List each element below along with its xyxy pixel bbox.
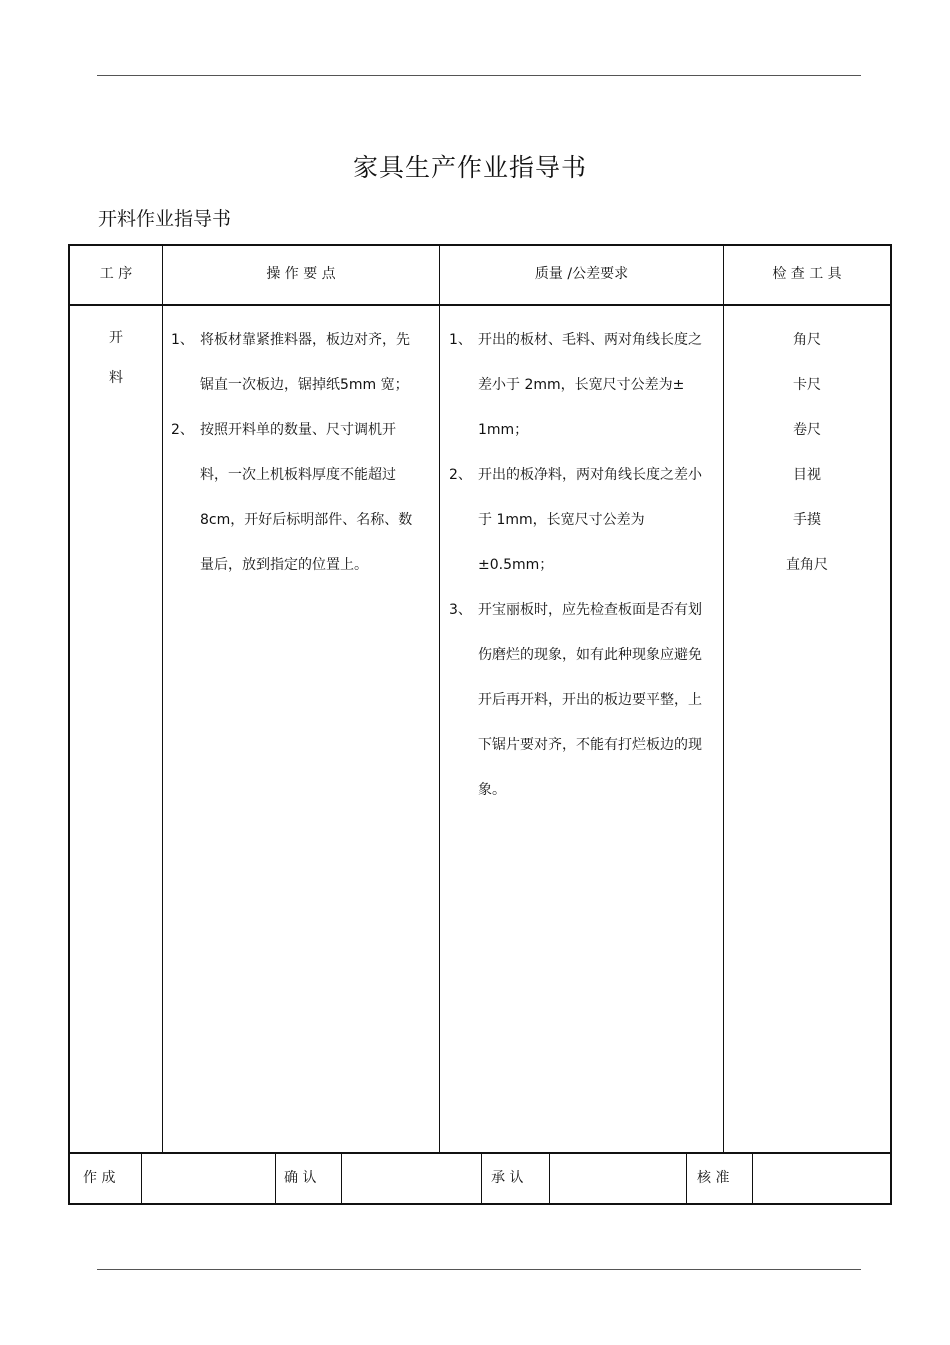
item-number: 3、 bbox=[449, 602, 472, 618]
quality-requirement-item bbox=[449, 453, 710, 588]
item-number: 1、 bbox=[171, 332, 194, 348]
header-operation-points: 操 作 要 点 bbox=[266, 266, 336, 282]
item-number: 2、 bbox=[171, 422, 194, 438]
header-process: 工 序 bbox=[99, 266, 133, 282]
footer-divider-3 bbox=[341, 1153, 342, 1203]
footer-divider-7 bbox=[752, 1153, 753, 1203]
tool-item: 卷尺 bbox=[793, 422, 821, 438]
tool-item: 卡尺 bbox=[793, 377, 821, 393]
footer-author-field[interactable] bbox=[145, 1153, 275, 1203]
footer-divider-5 bbox=[549, 1153, 550, 1203]
header-divider bbox=[70, 304, 890, 306]
process-char: 开 bbox=[109, 330, 123, 346]
footer-verify-label: 核 准 bbox=[697, 1170, 730, 1186]
footer-approve-field[interactable] bbox=[553, 1153, 686, 1203]
process-char: 料 bbox=[109, 370, 123, 386]
header-quality-requirements: 质量 /公差要求 bbox=[534, 266, 629, 282]
footer-divider-4 bbox=[481, 1153, 482, 1203]
footer-divider-6 bbox=[686, 1153, 687, 1203]
quality-requirements-list bbox=[449, 318, 710, 813]
footer-divider-1 bbox=[141, 1153, 142, 1203]
inspection-tools-cell bbox=[724, 318, 890, 588]
item-text: 开出的板材、毛料、两对角线长度之差小于 2mm，长宽尺寸公差为± 1mm； bbox=[478, 332, 702, 438]
tool-item: 手摸 bbox=[793, 512, 821, 528]
header-inspection-tools: 检 查 工 具 bbox=[772, 266, 842, 282]
quality-requirement-item bbox=[449, 588, 710, 813]
document-subtitle: 开料作业指导书 bbox=[98, 208, 232, 230]
item-text: 将板材靠紧推料器，板边对齐，先锯直一次板边，锯掉纸5mm 宽； bbox=[200, 332, 410, 393]
item-number: 1、 bbox=[449, 332, 472, 348]
footer-divider-2 bbox=[275, 1153, 276, 1203]
footer-author-label: 作 成 bbox=[83, 1170, 116, 1186]
item-text: 开宝丽板时，应先检查板面是否有划伤磨烂的现象，如有此种现象应避免开后再开料，开出的板边要平整，上下锯片要对齐，不能有打烂板边的现象。 bbox=[478, 602, 702, 798]
footer-confirm-field[interactable] bbox=[345, 1153, 481, 1203]
operation-point-item bbox=[171, 408, 423, 588]
item-number: 2、 bbox=[449, 467, 472, 483]
footer-verify-field[interactable] bbox=[756, 1153, 890, 1203]
item-text: 开出的板净料，两对角线长度之差小于 1mm，长宽尺寸公差为±0.5mm； bbox=[478, 467, 702, 573]
top-rule bbox=[97, 75, 861, 76]
instruction-table bbox=[68, 244, 892, 1205]
process-cell bbox=[70, 318, 162, 398]
operation-points-list bbox=[171, 318, 423, 588]
col-divider-1 bbox=[162, 246, 163, 1153]
tool-item: 目视 bbox=[793, 467, 821, 483]
bottom-rule bbox=[97, 1269, 861, 1270]
col-divider-2 bbox=[439, 246, 440, 1153]
item-text: 按照开料单的数量、尺寸调机开料，一次上机板料厚度不能超过 8cm，开好后标明部件、名称、数量后，放到指定的位置上。 bbox=[200, 422, 413, 573]
quality-requirement-item bbox=[449, 318, 710, 453]
footer-confirm-label: 确 认 bbox=[284, 1170, 317, 1186]
tool-item: 角尺 bbox=[793, 332, 821, 348]
tool-item: 直角尺 bbox=[786, 557, 828, 573]
footer-approve-label: 承 认 bbox=[491, 1170, 524, 1186]
operation-point-item bbox=[171, 318, 423, 408]
document-title: 家具生产作业指导书 bbox=[352, 153, 587, 182]
